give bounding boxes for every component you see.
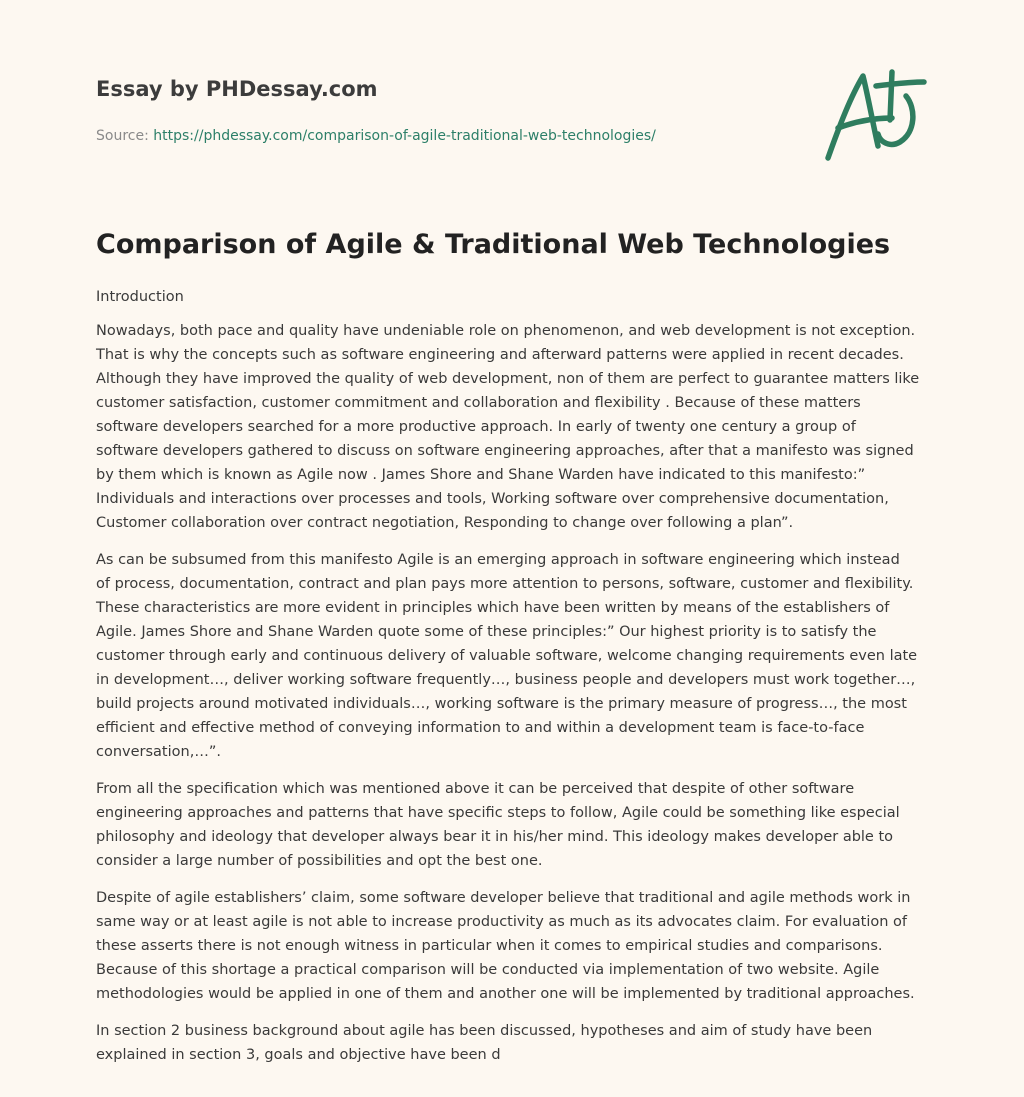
essay-title: Comparison of Agile & Traditional Web Technologies — [96, 229, 891, 260]
source-label: Source: — [96, 128, 154, 144]
paragraph: Nowadays, both pace and quality have undeniable role on phenomenon, and web development is not exception. That is why the concepts such as software engineering and afterward patterns were applied in recent decades. Although they have improved the quality of web development, non of them are perfect to guarantee matters like customer satisfaction, customer commitment and collaboration and flexibility . Because of these matters software developers searched for a more productive approach. In early of twenty one century a group of software developers gathered to discuss on software engineering approaches, after that a manifesto was signed by them which is known as Agile now . James Shore and Shane Warden have indicated to this manifesto:” Individuals and interactions over processes and tools, Working software over comprehensive documentation, Customer collaboration over contract negotiation, Responding to change over following a plan”. — [96, 323, 920, 531]
source-link[interactable]: https://phdessay.com/comparison-of-agile-traditional-web-technologies/ — [153, 128, 656, 144]
essay-body — [96, 286, 932, 1080]
source-line — [96, 126, 816, 146]
site-brand: Essay by PHDessay.com — [96, 77, 378, 101]
a-plus-grade-icon — [818, 62, 934, 166]
page-header — [96, 74, 816, 146]
paragraph: As can be subsumed from this manifesto Agile is an emerging approach in software engineering which instead of process, documentation, contract and plan pays more attention to persons, software, customer and flexibility. These characteristics are more evident in principles which have been written by means of the establishers of Agile. James Shore and Shane Warden quote some of these principles:” Our highest priority is to satisfy the customer through early and continuous delivery of valuable software, welcome changing requirements even late in development…, deliver working software frequently…, business people and developers must work together…, build projects around motivated individuals…, working software is the primary measure of progress…, the most efficient and effective method of conveying information to and within a development team is face-to-face conversation,…”. — [96, 552, 918, 760]
paragraph: Despite of agile establishers’ claim, some software developer believe that traditional and agile methods work in same way or at least agile is not able to increase productivity as much as its advocates claim. For evaluation of these asserts there is not enough witness in particular when it comes to empirical studies and comparisons. Because of this shortage a practical comparison will be conducted via implementation of two website. Agile methodologies would be applied in one of them and another one will be implemented by traditional approaches. — [96, 890, 915, 1002]
section-heading-introduction: Introduction — [96, 289, 184, 305]
paragraph: In section 2 business background about agile has been discussed, hypotheses and aim of study have been explained in section 3, goals and objective have been d — [96, 1023, 873, 1063]
paragraph: From all the specification which was mentioned above it can be perceived that despite of other software engineering approaches and patterns that have specific steps to follow, Agile could be something like especial philosophy and ideology that developer always bear it in his/her mind. This ideology makes developer able to consider a large number of possibilities and opt the best one. — [96, 781, 900, 869]
